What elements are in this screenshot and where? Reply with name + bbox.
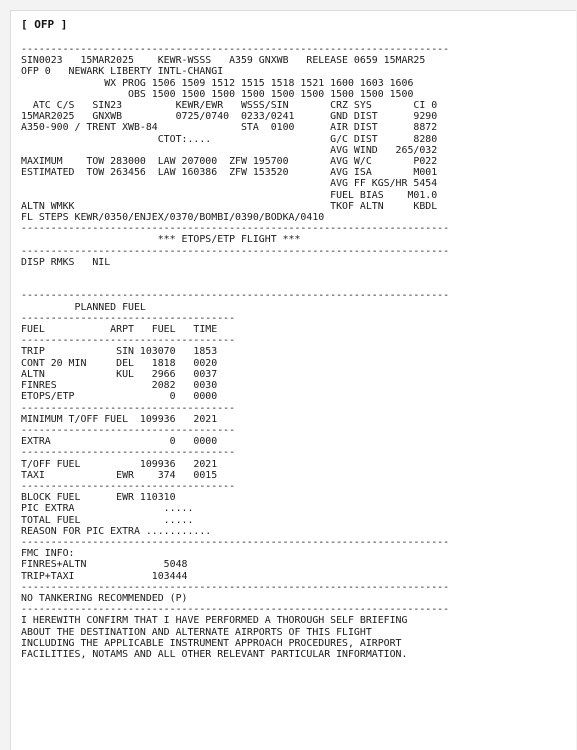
page-title: [ OFP ] <box>21 18 68 31</box>
ofp-text-block: ------------------------------------------------------------------------ SIN0023 15MAR2025 KEWR-WSSS A359 GNXWB RELEASE 0659 15MAR25 OFP 0 NEWARK LIBERTY INTL-CHANGI WX PROG 1506 1509 1512 1515 1518 1521 1600 1603 1606 OBS 1500 1500 1500 1500 1500 1500 1500 1500 1500 ATC C/S SIN23 KEWR/EWR WSSS/SIN CRZ SYS CI 0 15MAR2025 GNXWB 0725/0740 0233/0241 GND DIST 9290 A350-900 / TRENT XWB-84 STA 0100 AIR DIST 8872 CTOT:.... G/C DIST 8280 AVG WIND 265/032 MAXIMUM TOW 283000 LAW 207000 ZFW 195700 AVG W/C P022 ESTIMATED TOW 263456 LAW 160386 ZFW 153520 AVG ISA M001 AVG FF KGS/HR 5454 FUEL BIAS M01.0 ALTN WMKK TKOF ALTN KBDL FL STEPS KEWR/0350/ENJEX/0370/BOMBI/0390/BODKA/0410 ------------------------------------------------------------------------ *** ETOPS/ETP FLIGHT *** ------------------------------------------------------------------------ DISP RMKS NIL ------------------------------------------------------------------------ PLANNED FUEL ------------------------------------ FUEL ARPT FUEL TIME ------------------------------------ TRIP SIN 103070 1853 CONT 20 MIN DEL 1818 0020 ALTN KUL 2966 0037 FINRES 2082 0030 ETOPS/ETP 0 0000 ------------------------------------ MINIMUM T/OFF FUEL 109936 2021 ------------------------------------ EXTRA 0 0000 ------------------------------------ T/OFF FUEL 109936 2021 TAXI EWR 374 0015 ------------------------------------ BLOCK FUEL EWR 110310 PIC EXTRA ..... TOTAL FUEL ..... REASON FOR PIC EXTRA ........... ------------------------------------------------------------------------ FMC INFO: FINRES+ALTN 5048 TRIP+TAXI 103444 ------------------------------------------------------------------------ NO TANKERING RECOMMENDED (P) ------------------------------------------------------------------------ I HEREWITH CONFIRM THAT I HAVE PERFORMED A THOROUGH SELF BRIEFING ABOUT THE DESTINATION AND ALTERNATE AIRPORTS OF THIS FLIGHT INCLUDING THE APPLICABLE INSTRUMENT APPROACH PROCEDURES, AIRPORT FACILITIES, NOTAMS AND ALL OTHER RELEVANT PARTICULAR INFORMATION. <box>21 44 450 660</box>
ofp-panel <box>10 10 576 750</box>
